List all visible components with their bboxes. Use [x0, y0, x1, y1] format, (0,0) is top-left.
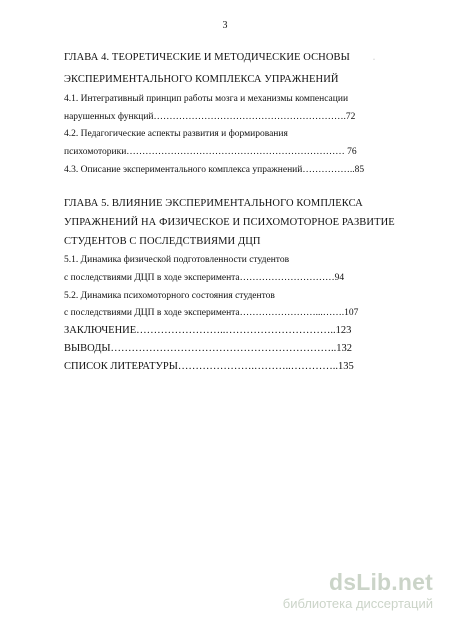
toc-entry-4-1-line-1: 4.1. Интегративный принцип работы мозга и механизмы компенсации [64, 94, 349, 104]
watermark-subtitle: библиотека диссертаций [282, 596, 433, 611]
toc-entry-5-1-line-1: 5.1. Динамика физической подготовленности студентов [64, 255, 290, 265]
toc-entry-5-1-line-2: с последствиями ДЦП в ходе эксперимента…………………………94 [64, 273, 345, 283]
dslib-watermark [283, 571, 433, 610]
chapter-5-title-line-2: УПРАЖНЕНИЙ НА ФИЗИЧЕСКОЕ И ПСИХОМОТОРНОЕ РАЗВИТИЕ [64, 217, 395, 228]
toc-entry-references: СПИСОК ЛИТЕРАТУРЫ………………….………..…………..135 [64, 361, 354, 372]
page-number: 3 [222, 20, 228, 31]
toc-entry-5-2-line-2: с последствиями ДЦП в ходе эксперимента……………………...…….107 [64, 308, 359, 318]
toc-entry-4-2-line-2: психомоторики…………………………………………………………… 76 [64, 147, 357, 157]
toc-entry-findings: ВЫВОДЫ………………………………………………………..132 [64, 343, 353, 354]
chapter-5-title-line-3: СТУДЕНТОВ С ПОСЛЕДСТВИЯМИ ДЦП [64, 236, 261, 247]
toc-entry-conclusion: ЗАКЛЮЧЕНИЕ……………………..…………………………..123 [64, 325, 352, 336]
toc-entry-4-3: 4.3. Описание экспериментального комплекса упражнений……………..85 [64, 165, 365, 175]
watermark-logo: dsLib.net [328, 569, 433, 595]
toc-entry-4-1-line-2: нарушенных функций…………………………………………………….72 [64, 112, 356, 122]
chapter-4-title-line-1: ГЛАВА 4. ТЕОРЕТИЧЕСКИЕ И МЕТОДИЧЕСКИЕ ОСНОВЫ [64, 52, 350, 63]
chapter-5-title-line-1: ГЛАВА 5. ВЛИЯНИЕ ЭКСПЕРИМЕНТАЛЬНОГО КОМПЛЕКСА [64, 198, 363, 209]
toc-entry-4-2-line-1: 4.2. Педагогические аспекты развития и формирования [64, 129, 288, 139]
scan-dot: · [373, 57, 375, 63]
toc-entry-5-2-line-1: 5.2. Динамика психомоторного состояния студентов [64, 291, 275, 301]
chapter-4-title-line-2: ЭКСПЕРИМЕНТАЛЬНОГО КОМПЛЕКСА УПРАЖНЕНИЙ [64, 74, 339, 85]
